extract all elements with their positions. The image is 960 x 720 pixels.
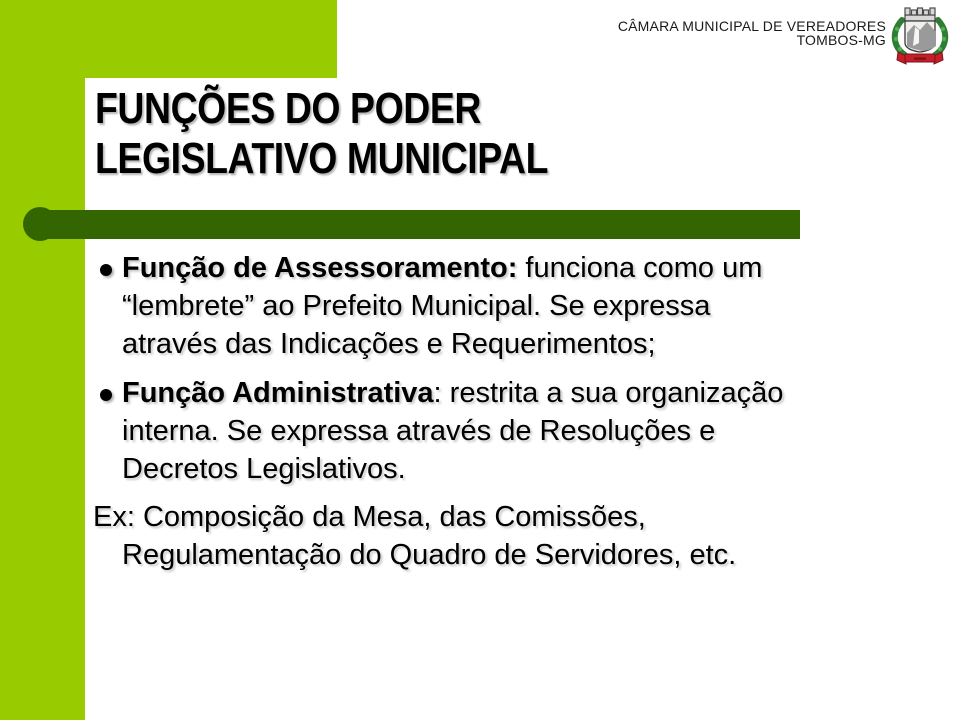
bullet-line: interna. Se expressa através de Resoluções e	[122, 415, 716, 447]
org-name-block	[618, 20, 886, 47]
example-line2: Regulamentação do Quadro de Servidores, etc.	[122, 539, 737, 571]
bullet-line: “lembrete” ao Prefeito Municipal. Se expressa	[122, 290, 711, 322]
title-line1: FUNÇÕES DO PODER	[95, 84, 481, 133]
bullet-item-assessoramento	[100, 249, 893, 363]
title-underline-bar	[39, 210, 800, 239]
example-line1: Ex: Composição da Mesa, das Comissões,	[93, 501, 646, 533]
bullet-list	[100, 249, 893, 488]
left-green-band	[0, 0, 85, 720]
coat-of-arms-icon	[888, 2, 952, 68]
org-name-line2: TOMBOS-MG	[796, 31, 886, 48]
top-green-rectangle	[0, 0, 337, 78]
bullet-dot-icon	[100, 389, 112, 401]
bullet-line: Decretos Legislativos.	[122, 453, 406, 485]
bullet-dot-icon	[100, 264, 112, 276]
org-name-line1: CÂMARA MUNICIPAL DE VEREADORES	[617, 18, 886, 34]
bullet-line	[122, 249, 893, 287]
bullet-line	[122, 374, 893, 412]
title-line2: LEGISLATIVO MUNICIPAL	[95, 134, 549, 183]
bullet-line: através das Indicações e Requerimentos;	[122, 328, 656, 360]
bullet-item-administrativa	[100, 374, 893, 488]
page-title	[95, 84, 548, 184]
bullet-text: : restrita a sua organização	[433, 377, 784, 409]
example-paragraph	[93, 498, 893, 574]
bullet-text: funciona como um	[517, 252, 763, 284]
bullet-bold-label: Função de Assessoramento:	[122, 252, 518, 284]
bullet-bold-label: Função Administrativa	[122, 377, 434, 409]
body-text	[93, 249, 893, 574]
